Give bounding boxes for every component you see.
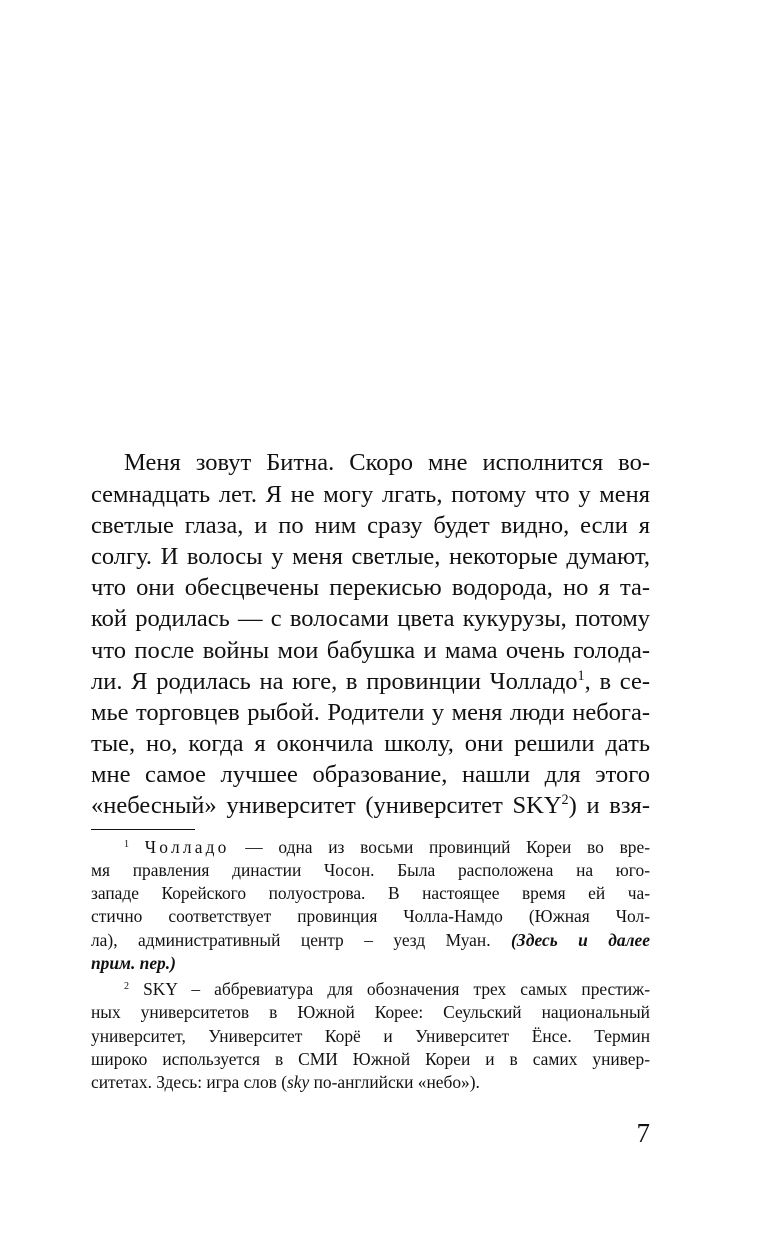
footnote-separator [91,829,195,830]
text-line: солгу. И волосы у меня светлые, некоторые думают, [91,543,650,570]
footnote-ref-2: 2 [561,792,569,809]
text-segment: по-английски «небо»). [309,1072,480,1092]
text-line [91,667,650,697]
text-segment: ли. Я родилась на юге, в провинции Чолладо [91,668,578,695]
text-segment: SKY – аббревиатура для обозначения трех самых престиж- [143,979,650,999]
footnote-1-line [124,837,650,858]
footnote-2-line: университет, Университет Корё и Университет Ёнсе. Термин [91,1026,650,1046]
page-number: 7 [636,1118,650,1148]
text-line: светлые глаза, и по ним сразу будет видно, если я [91,512,650,539]
italic-term: sky [287,1072,310,1092]
text-segment: «небесный» университет (университет SKY [91,792,562,819]
footnote-2-marker: 2 [124,980,130,992]
footnote-2-line: ных университетов в Южной Корее: Сеульский национальный [91,1002,650,1022]
text-line: кой родилась — с волосами цвета кукурузы, потому [91,605,650,632]
text-line [91,791,650,821]
text-line: что после войны мои бабушка и мама очень голода- [91,637,650,664]
text-line: тые, но, когда я окончила школу, они решили дать [91,730,650,757]
footnote-1-term: Чолладо [144,837,230,857]
text-segment: ситетах. Здесь: игра слов ( [91,1072,288,1092]
text-segment: ) и взя- [568,792,650,819]
footnote-1-line [91,930,650,951]
text-segment: — одна из восьми провинций Кореи во вре- [229,837,650,857]
footnote-1-line [91,953,650,974]
footnote-2-line: широко используется в СМИ Южной Кореи и в самих универ- [91,1049,650,1069]
text-line: семнадцать лет. Я не могу лгать, потому что у меня [91,481,650,508]
text-line: мне самое лучшее образование, нашли для этого [91,761,650,788]
text-line: мье торговцев рыбой. Родители у меня люди небога- [91,699,650,726]
text-line: Меня зовут Битна. Скоро мне исполнится во- [124,449,650,476]
footnote-1-line: западе Корейского полуострова. В настоящее время ей ча- [91,883,650,903]
footnote-2-line [124,979,650,1000]
footnote-2-line [91,1072,650,1093]
text-segment: ла), административный центр – уезд Муан. [91,930,512,950]
text-segment: , в се- [584,668,650,695]
footnote-1-marker: 1 [124,838,130,850]
translator-note: (Здесь и далее [511,930,650,950]
footnote-1-line: стично соответствует провинция Чолла-Намдо (Южная Чол- [91,906,650,926]
text-line: что они обесцвечены перекисью водорода, но я та- [91,574,650,601]
footnote-1-line: мя правления династии Чосон. Была расположена на юго- [91,860,650,880]
translator-note: прим. пер.) [91,953,176,973]
footnote-ref-1: 1 [577,668,585,685]
